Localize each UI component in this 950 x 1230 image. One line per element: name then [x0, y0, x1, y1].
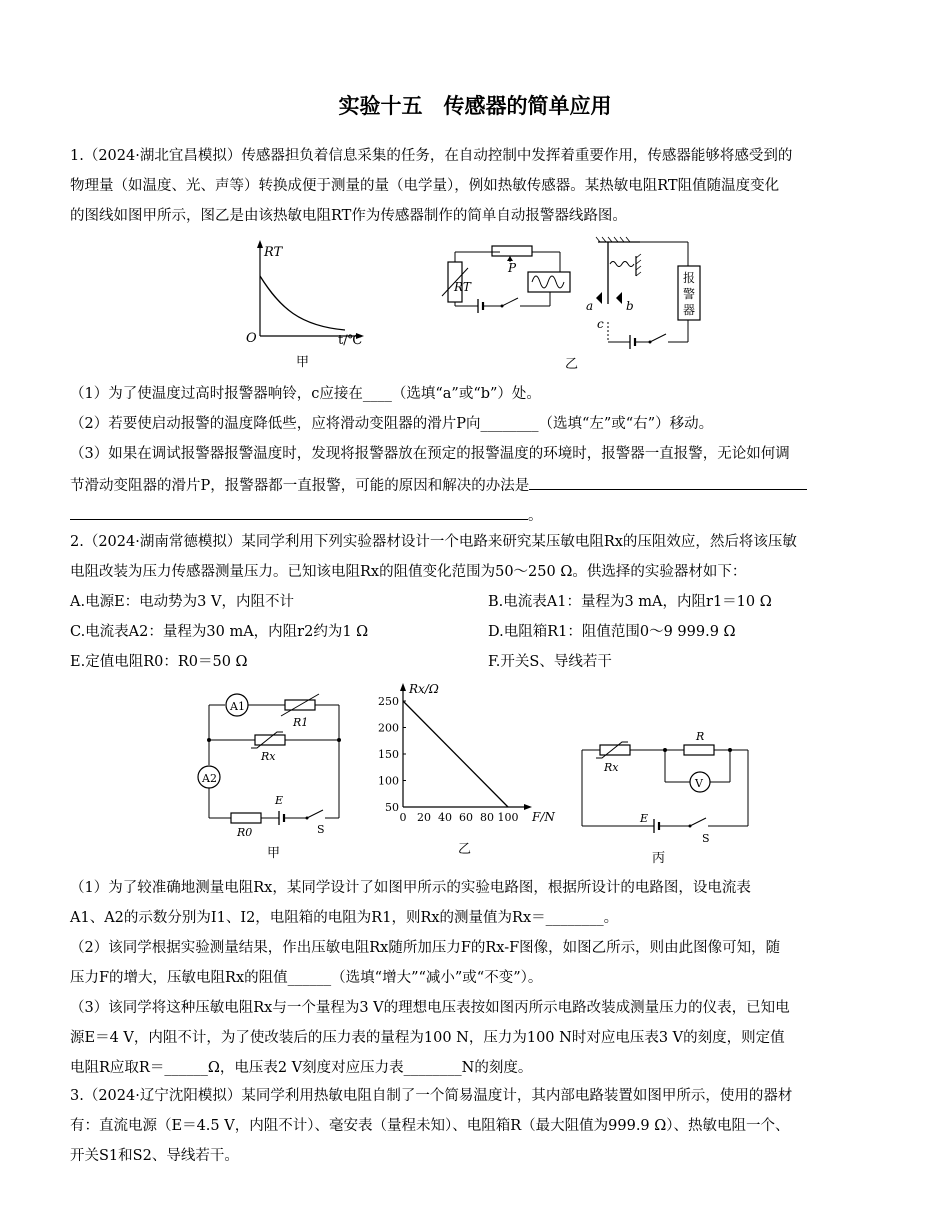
q2-figure-bing — [578, 728, 758, 868]
q2-option-b: B.电流表A1：量程为3 mA，内阻r1＝10 Ω — [488, 594, 772, 610]
x-axis-arrow — [524, 804, 532, 810]
q1-jia-ylabel: RT — [264, 245, 283, 260]
rt-temperature-curve — [260, 276, 345, 330]
x-tick-label: 100 — [497, 811, 519, 824]
q1-line-2: 物理量（如温度、光、声等）转换成便于测量的量（电学量），例如热敏传感器。某热敏电阻RT阻值随温度变化 — [70, 178, 780, 194]
q1-yi-b-label: b — [626, 299, 634, 313]
q2-line-1: 2.（2024·湖南常德模拟）某同学利用下列实验器材设计一个电路来研究某压敏电阻Rx的压阻效应，然后将该压敏 — [70, 534, 797, 550]
q1-jia-xlabel: t/℃ — [338, 333, 363, 348]
q2-sub1b: A1、A2的示数分别为I1、I2，电阻箱的电阻为R1，则Rx的测量值为Rx＝________。 — [70, 910, 619, 926]
q1-yi-c-label: c — [597, 317, 604, 331]
chart-xlabel: F/N — [532, 810, 555, 824]
x-tick-label: 80 — [480, 811, 494, 824]
q1-yi-caption: 乙 — [565, 357, 579, 372]
y-tick-label: 100 — [378, 774, 399, 788]
bing-r — [684, 745, 714, 755]
q2-sub3b: 源E＝4 V，内阻不计，为了使改装后的压力表的量程为100 N，压力为100 N时对应电压表3 V的刻度，则定值 — [70, 1030, 785, 1046]
x-tick-label: 40 — [438, 811, 452, 824]
q2-jia-rx: Rx — [261, 750, 276, 763]
q1-sub3b: 节滑动变阻器的滑片P，报警器都一直报警，可能的原因和解决的办法是 — [70, 478, 530, 494]
q1-line-1: 1.（2024·湖北宜昌模拟）传感器担负着信息采集的任务，在自动控制中发挥着重要作用，传感器能够将感受到的 — [70, 148, 793, 164]
answer-blank — [529, 474, 807, 490]
q2-bing-s: S — [702, 832, 710, 845]
q2-option-a: A.电源E：电动势为3 V，内阻不计 — [70, 594, 294, 610]
chart-ylabel: Rx/Ω — [409, 682, 439, 696]
fixed-resistor-r0 — [231, 813, 261, 823]
y-tick-label: 250 — [378, 695, 399, 708]
q2-chart-yi — [370, 680, 560, 865]
y-tick-label: 200 — [378, 721, 399, 735]
q2-bing-r: R — [696, 730, 705, 743]
q1-sub3a: （3）如果在调试报警器报警温度时，发现将报警器放在预定的报警温度的环境时，报警器一直报警，无论如何调 — [70, 446, 790, 462]
q2-jia-a2: A2 — [202, 772, 217, 785]
q1-line-3: 的图线如图甲所示，图乙是由该热敏电阻RT作为传感器制作的简单自动报警器线路图。 — [70, 208, 627, 224]
q2-sub2a: （2）该同学根据实验测量结果，作出压敏电阻Rx随所加压力F的Rx-F图像，如图乙所示，则由此图像可知，随 — [70, 940, 781, 956]
q2-sub1a: （1）为了较准确地测量电阻Rx，某同学设计了如图甲所示的实验电路图，根据所设计的电路图，设电流表 — [70, 880, 751, 896]
document-page: 实验十五 传感器的简单应用 1.（2024·湖北宜昌模拟）传感器担负着信息采集的任务，在自动控制中发挥着重要作用，传感器能够将感受到的 物理量（如温度、光、声等）转换成便于测量的量（电学量），例如热敏传感器。某热敏电阻RT阻值随温度变化 的图线如图甲所示，图乙是由该热敏电阻RT作为传感器制作的简单自动报警器线路图。 RT O t/℃ 甲 RT P a b c 报 警 器 乙 （1）为了使温度过高时报警器响铃，c应接在____（选填“a”或“b”）处。 （2）若要使启动报警的温度降低些，应将滑动变阻器的滑片P向________（选填“左”或“右”）移动。 （3）如果在调试报警器报警温度时，发现将报警器放在预定的报警温度的环境时，报警器一直报警，无论如何调 节滑动变阻器的滑片P，报警器都一直报警，可能的原因和解决的办法是 。 2.（2024·湖南常德模拟）某同学利用下列实验器材设计一个电路来研究某压敏电阻Rx的压阻效应，然后将该压敏 电阻改装为压力传感器测量压力。已知该电阻Rx的阻值变化范围为50～250 Ω。供选择的实验器材如下： A.电源E：电动势为3 V，内阻不计 B.电流表A1：量程为3 mA，内阻r1＝10 Ω C.电流表A2：量程为30 mA，内阻r2约为1 Ω D.电阻箱R1：阻值范围0～9 999.9 Ω E.定值电阻R0：R0＝50 Ω F.开关S、导线若干 A1 R1 Rx A2 R0 E S 甲 50 100 150 200 250 0 20 40 60 80 100 Rx/Ω F/N 乙 Rx R V E S 丙 （1）为了较准确地测量电阻Rx，某同学设计了如图甲所示的实验电路图，根据所设计的电路图，设电流表 A1、A2的示数分别为I1、I2，电阻箱的电阻为R1，则Rx的测量值为Rx＝________。 （2）该同学根据实验测量结果，作出压敏电阻Rx随所加压力F的Rx-F图像，如图乙所示，则由此图像可知，随 压力F的增大，压敏电阻Rx的阻值______（选填“增大”“减小”或“不变”）。 （3）该同学将这种压敏电阻Rx与一个量程为3 V的理想电压表按如图丙所示电路改装成测量压力的仪表，已知电 源E＝4 V，内阻不计，为了使改装后的压力表的量程为100 N，压力为100 N时对应电压表3 V的刻度，则定值 电阻R应取R＝______Ω，电压表2 V刻度对应压力表________N的刻度。 3.（2024·辽宁沈阳模拟）某同学利用热敏电阻自制了一个简易温度计，其内部电路装置如图甲所示，使用的器材 有：直流电源（E＝4.5 V，内阻不计）、毫安表（量程未知）、电阻箱R（最大阻值为999.9 Ω）、热敏电阻一个、 开关S1和S2、导线若干。 — [0, 0, 950, 1230]
y-tick-label: 150 — [378, 748, 399, 761]
x-tick-label: 60 — [459, 811, 473, 824]
q3-line-2: 有：直流电源（E＝4.5 V，内阻不计）、毫安表（量程未知）、电阻箱R（最大阻值为999.9 Ω）、热敏电阻一个、 — [70, 1118, 790, 1134]
q1-yi-a-label: a — [586, 299, 594, 313]
q2-sub2b: 压力F的增大，压敏电阻Rx的阻值______（选填“增大”“减小”或“不变”）。 — [70, 970, 543, 986]
q3-line-1: 3.（2024·辽宁沈阳模拟）某同学利用热敏电阻自制了一个简易温度计，其内部电路装置如图甲所示，使用的器材 — [70, 1088, 793, 1104]
q2-line-2: 电阻改装为压力传感器测量压力。已知该电阻Rx的阻值变化范围为50～250 Ω。供选择的实验器材如下： — [70, 564, 747, 580]
q2-jia-e: E — [275, 794, 284, 807]
q1-figure-yi — [440, 234, 710, 374]
q2-jia-caption: 甲 — [267, 846, 281, 861]
q2-bing-e: E — [640, 812, 649, 825]
q2-bing-v: V — [695, 777, 703, 790]
svg-text:器: 器 — [682, 303, 696, 317]
q2-sub3c: 电阻R应取R＝______Ω，电压表2 V刻度对应压力表________N的刻度。 — [70, 1060, 533, 1076]
q2-jia-r1: R1 — [293, 716, 309, 729]
q2-bing-caption: 丙 — [652, 851, 666, 866]
q1-figure-jia — [240, 238, 370, 373]
y-axis-arrow — [400, 683, 406, 691]
contact-b — [616, 292, 622, 304]
answer-blank — [70, 504, 528, 520]
q1-sub2: （2）若要使启动报警的温度降低些，应将滑动变阻器的滑片P向________（选填“左”或“右”）移动。 — [70, 416, 714, 432]
pressure-resistor-rx — [255, 735, 285, 745]
rheostat — [492, 246, 532, 256]
q2-sub3a: （3）该同学将这种压敏电阻Rx与一个量程为3 V的理想电压表按如图丙所示电路改装成测量压力的仪表，已知电 — [70, 1000, 790, 1016]
x-tick-label: 0 — [399, 811, 407, 824]
q2-bing-rx: Rx — [604, 761, 619, 774]
svg-text:警: 警 — [682, 287, 696, 301]
q2-figure-jia — [195, 690, 355, 865]
y-tick-label: 50 — [385, 801, 399, 814]
bing-rx — [600, 745, 630, 755]
q1-jia-origin: O — [246, 331, 257, 346]
q2-jia-s: S — [317, 823, 325, 836]
q1-jia-caption: 甲 — [296, 355, 310, 370]
page-title: 实验十五 传感器的简单应用 — [338, 94, 612, 118]
q3-line-3: 开关S1和S2、导线若干。 — [70, 1148, 239, 1164]
q1-sub1: （1）为了使温度过高时报警器响铃，c应接在____（选填“a”或“b”）处。 — [70, 386, 541, 402]
q2-option-f: F.开关S、导线若干 — [488, 654, 612, 670]
q2-option-d: D.电阻箱R1：阻值范围0～9 999.9 Ω — [488, 624, 736, 640]
q2-option-e: E.定值电阻R0：R0＝50 Ω — [70, 654, 248, 670]
q1-yi-p-label: P — [508, 261, 517, 275]
q1-yi-rt-label: RT — [454, 280, 471, 294]
q2-option-c: C.电流表A2：量程为30 mA，内阻r2约为1 Ω — [70, 624, 369, 640]
rx-f-series-line — [403, 701, 508, 807]
x-tick-label: 20 — [417, 811, 431, 824]
contact-a — [596, 292, 602, 304]
q2-jia-r0: R0 — [237, 826, 253, 839]
q2-jia-a1: A1 — [230, 700, 245, 713]
svg-text:报: 报 — [682, 271, 696, 285]
q2-yi-caption: 乙 — [458, 842, 472, 857]
